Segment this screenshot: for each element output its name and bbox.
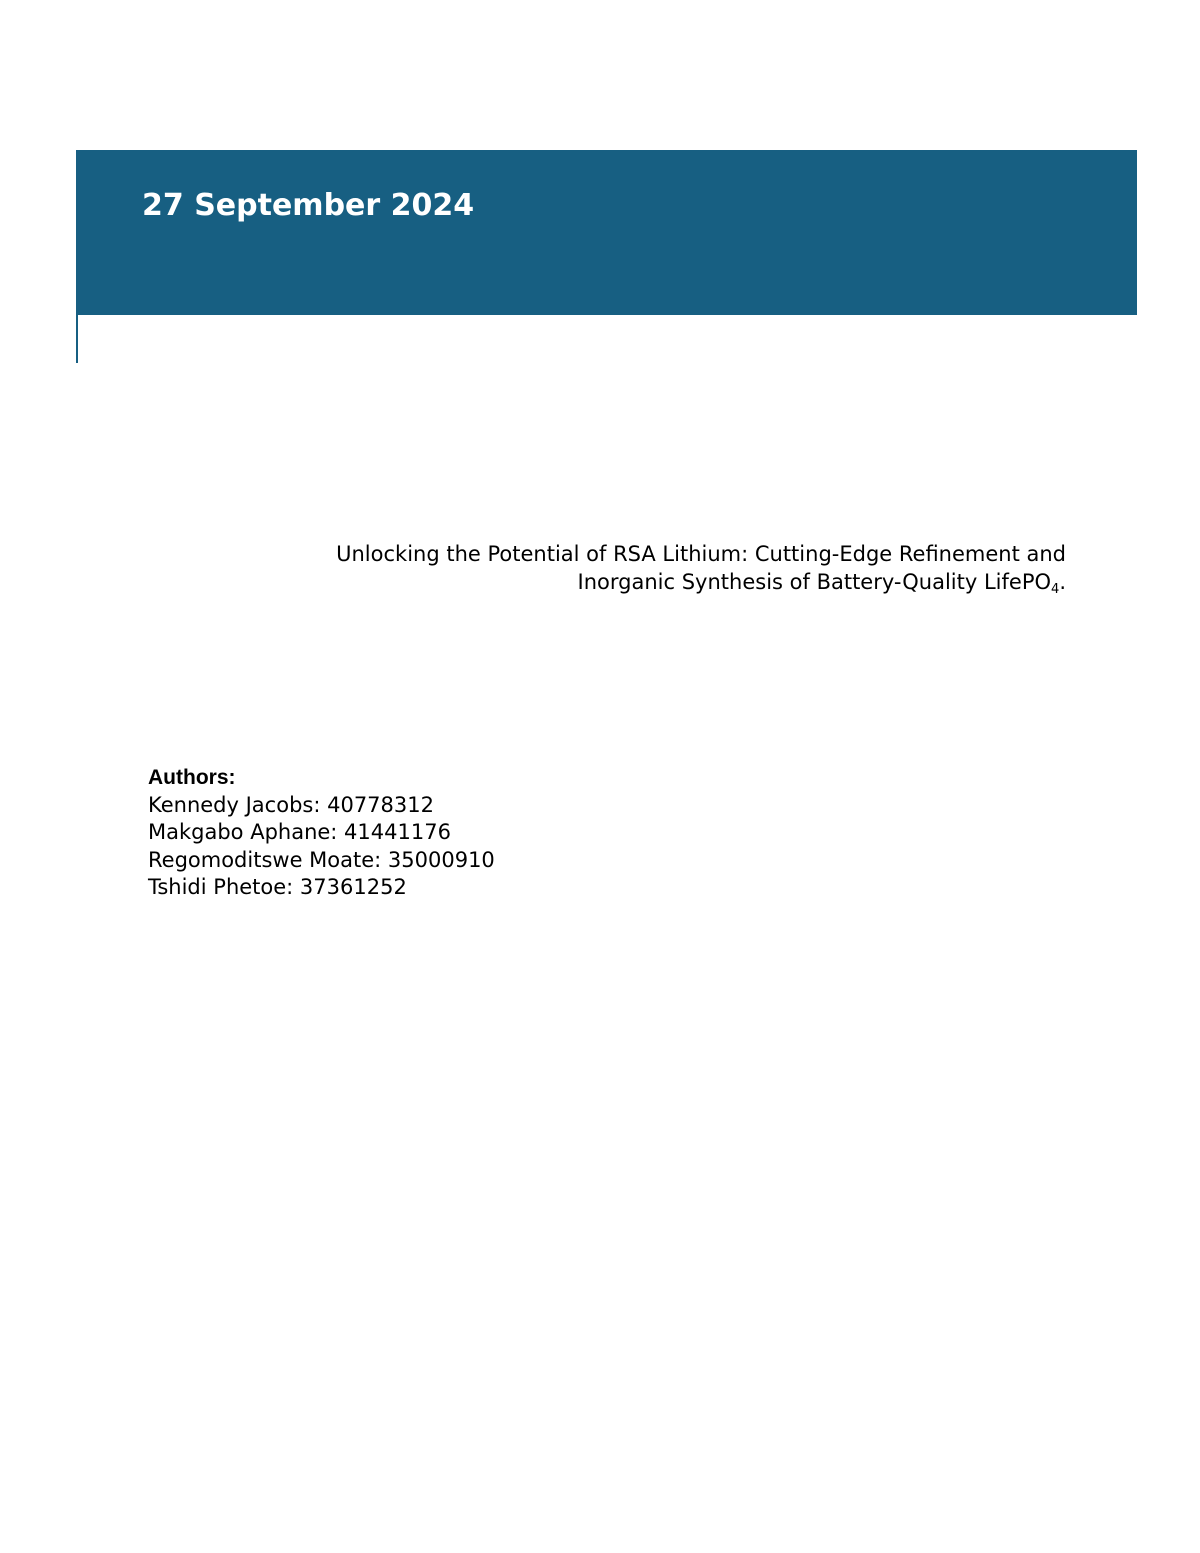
authors-section [148, 764, 495, 902]
document-date: 27 September 2024 [142, 188, 475, 223]
author-entry: Makgabo Aphane: 41441176 [148, 820, 451, 844]
document-title [200, 540, 1066, 604]
authors-heading: Authors: [148, 766, 236, 789]
author-entry: Regomoditswe Moate: 35000910 [148, 847, 495, 872]
title-line-1: Unlocking the Potential of RSA Lithium: Cutting-Edge Refinement and [336, 542, 1066, 566]
author-entry: Tshidi Phetoe: 37361252 [148, 875, 407, 899]
author-entry: Kennedy Jacobs: 40778312 [148, 792, 434, 817]
header-band [76, 150, 1137, 315]
title-period: . [1059, 570, 1066, 594]
side-accent-rule [76, 315, 78, 363]
title-subscript: 4 [1051, 582, 1060, 597]
title-line-2: Inorganic Synthesis of Battery-Quality LifePO [577, 570, 1052, 594]
